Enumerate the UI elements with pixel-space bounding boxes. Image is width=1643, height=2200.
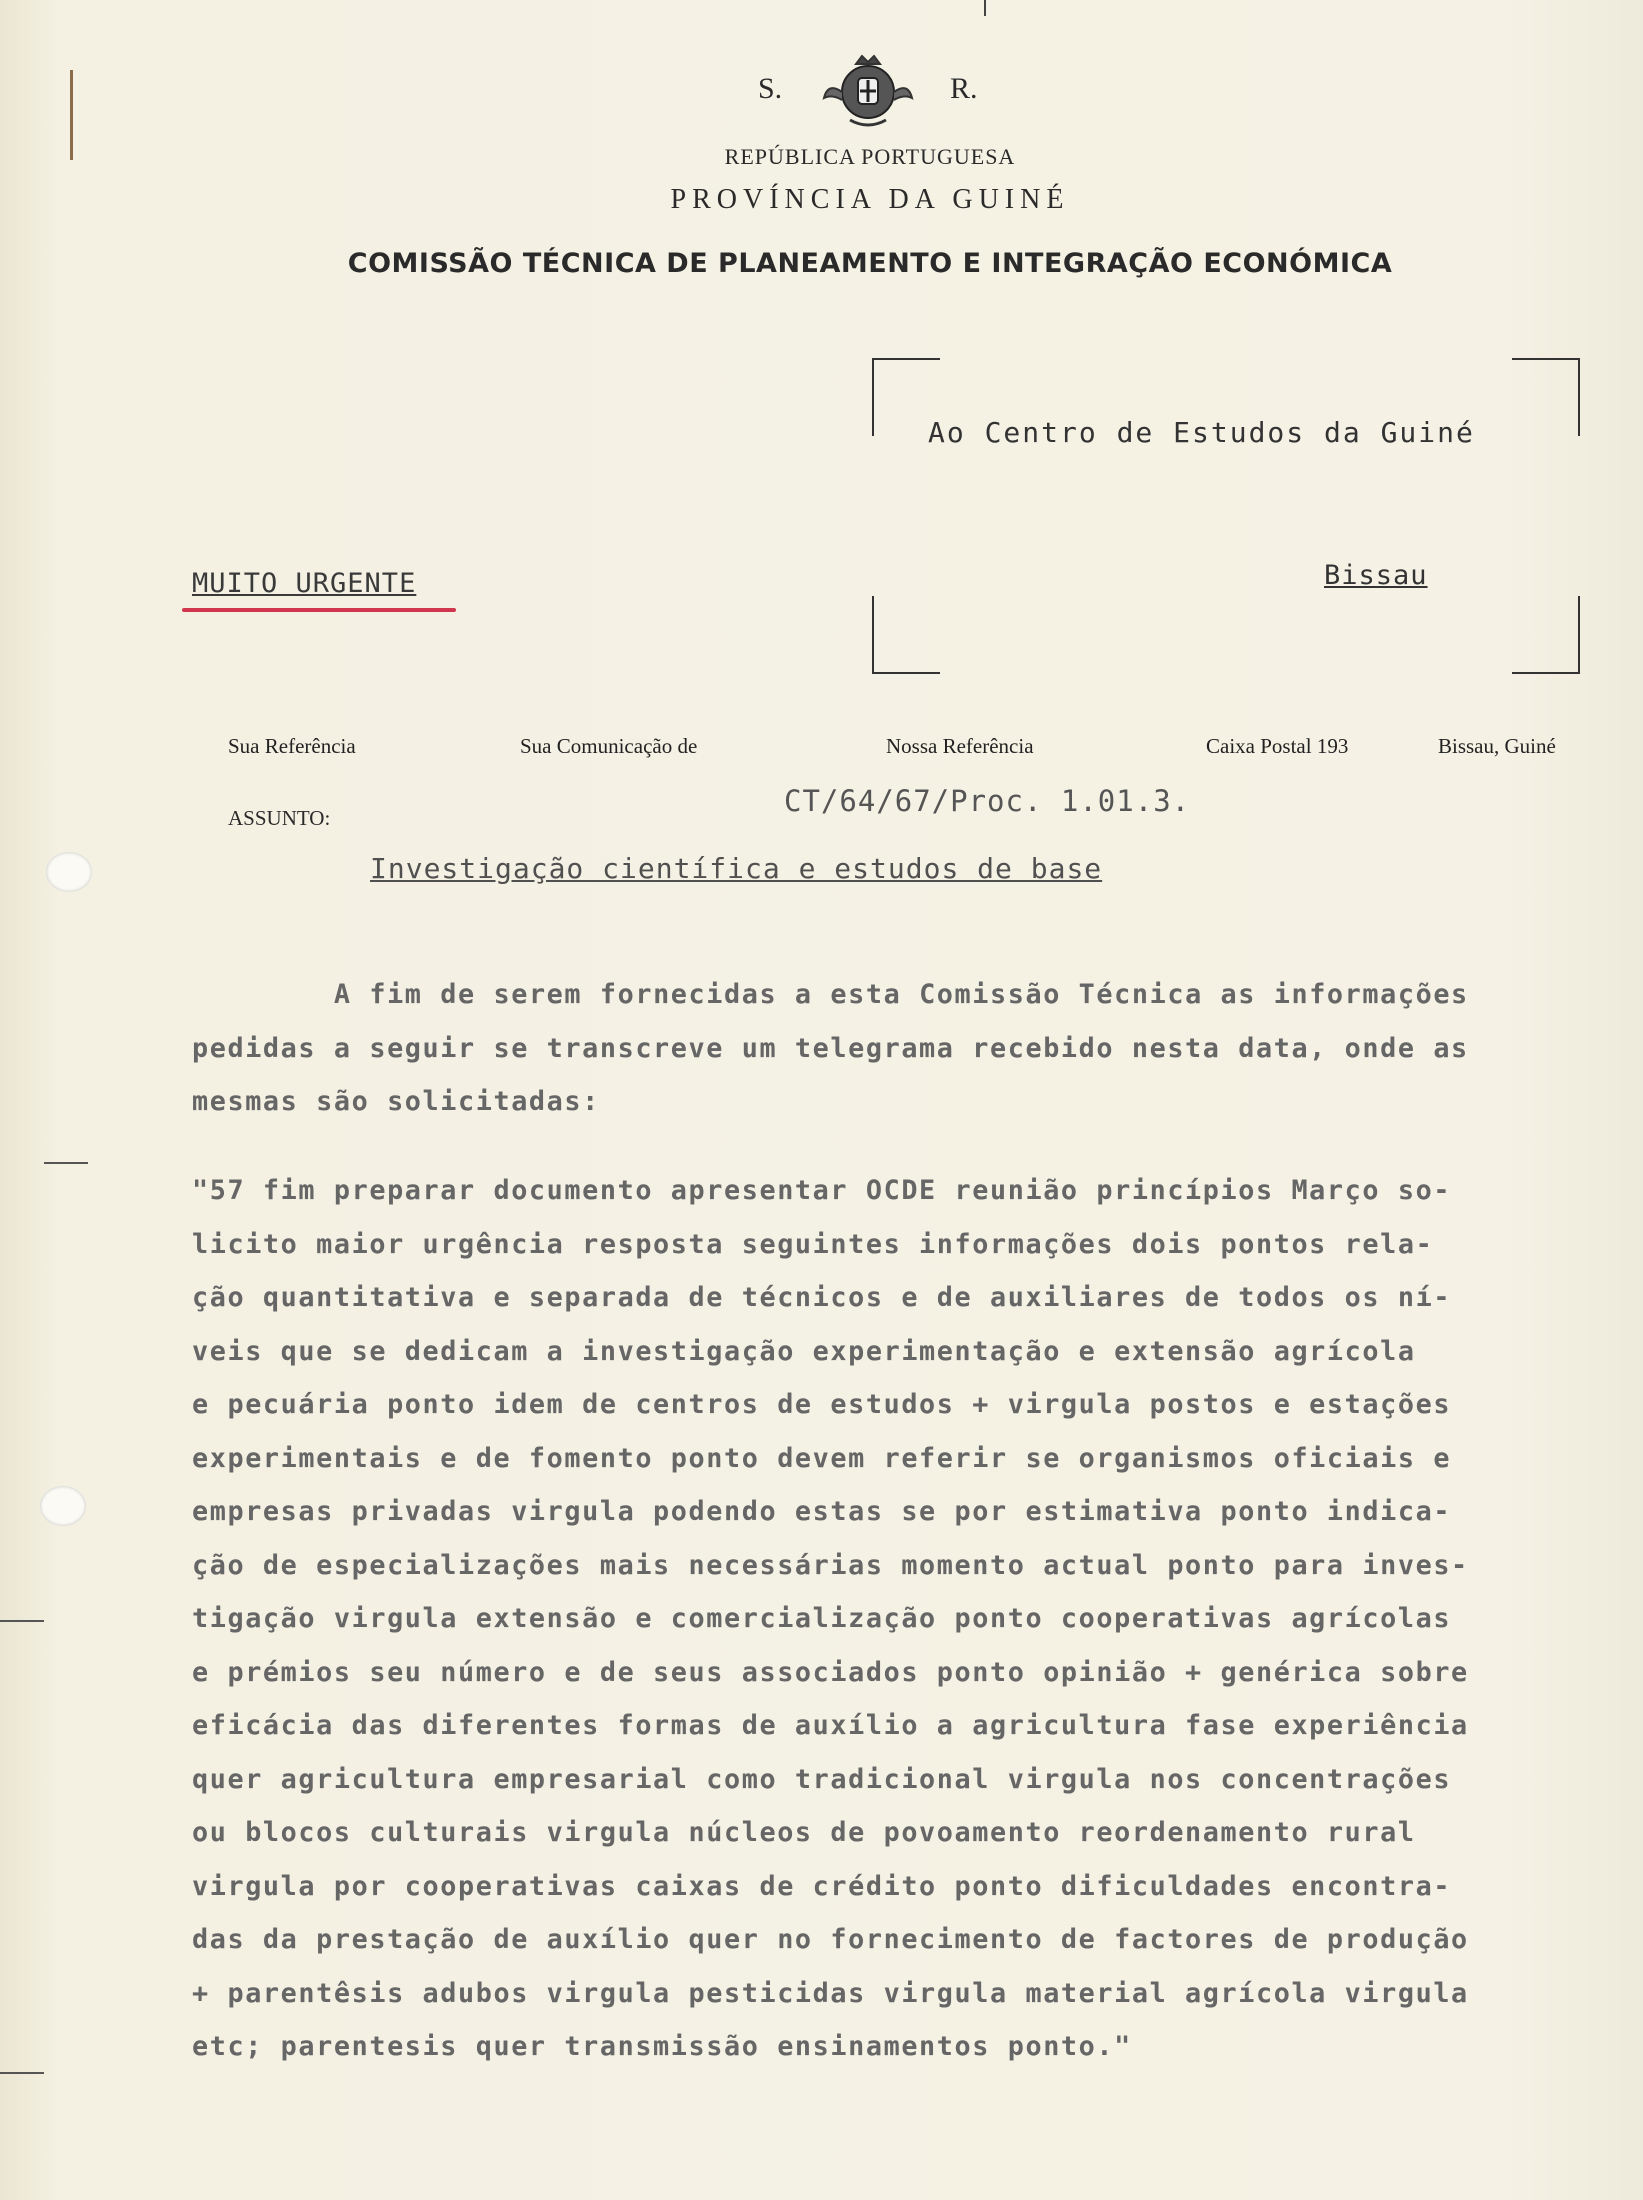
province-heading: PROVÍNCIA DA GUINÉ bbox=[670, 184, 1070, 215]
punch-hole-bottom bbox=[40, 1486, 86, 1526]
coat-of-arms-icon bbox=[820, 50, 916, 132]
seal-letter-r: R. bbox=[950, 72, 978, 105]
address-window bbox=[872, 358, 1580, 674]
recipient: Ao Centro de Estudos da Guiné bbox=[928, 416, 1475, 449]
seal-letter-s: S. bbox=[758, 72, 783, 105]
caixa-postal-label: Caixa Postal 193 bbox=[1206, 734, 1349, 758]
fold-mark bbox=[0, 2072, 44, 2074]
recipient-city: Bissau bbox=[1324, 560, 1428, 591]
priority-label: MUITO URGENTE bbox=[192, 568, 417, 599]
assunto-label: ASSUNTO: bbox=[228, 806, 331, 830]
subject-line: Investigação científica e estudos de base bbox=[370, 852, 1103, 885]
address-corner bbox=[872, 596, 940, 674]
commission-heading: COMISSÃO TÉCNICA DE PLANEAMENTO E INTEGRAÇÃO ECONÓMICA bbox=[347, 248, 1393, 279]
address-corner bbox=[1512, 358, 1580, 436]
fold-mark bbox=[44, 1162, 88, 1164]
sua-referencia-label: Sua Referência bbox=[228, 734, 356, 758]
fold-mark bbox=[0, 1620, 44, 1622]
sua-comunicacao-label: Sua Comunicação de bbox=[520, 734, 698, 758]
address-corner bbox=[1512, 596, 1580, 674]
telegram-paragraph: "57 fim preparar documento apresentar OCDE reunião princípios Março so- licito maior urgência resposta seguintes informações dois pontos rela- ção quantitativa e separada de técnicos e de auxiliares de todos os ní- veis que se dedicam a investigação experimentação e extensão agrícola e pecuária ponto idem de centros de estudos + virgula postos e estações experimentais e de fomento ponto devem referir se organismos oficiais e empresas privadas virgula podendo estas se por estimativa ponto indica- ção de especializações mais necessárias momento actual ponto para inves- tigação virgula extensão e comercialização ponto cooperativas agrícolas e prémios seu número e de seus associados ponto opinião + genérica sobre eficácia das diferentes formas de auxílio a agricultura fase experiência quer agricultura empresarial como tradicional virgula nos concentrações ou blocos culturais virgula núcleos de povoamento reordenamento rural virgula por cooperativas caixas de crédito ponto dificuldades encontra- das da prestação de auxílio quer no fornecimento de factores de produção + parentêsis adubos virgula pesticidas virgula material agrícola virgula etc; parentesis quer transmissão ensinamentos ponto." bbox=[192, 1175, 1469, 2062]
punch-hole-top bbox=[46, 852, 92, 892]
intro-paragraph: A fim de serem fornecidas a esta Comissão Técnica as informações pedidas a seguir se transcreve um telegrama recebido nesta data, onde as mesmas são solicitadas: bbox=[192, 979, 1469, 1117]
reference-number: CT/64/67/Proc. 1.01.3. bbox=[784, 784, 1191, 818]
top-tick-mark bbox=[984, 0, 986, 16]
location-label: Bissau, Guiné bbox=[1438, 734, 1556, 758]
nossa-referencia-label: Nossa Referência bbox=[886, 734, 1034, 758]
red-underline bbox=[182, 608, 456, 612]
republic-heading: REPÚBLICA PORTUGUESA bbox=[724, 144, 1016, 169]
